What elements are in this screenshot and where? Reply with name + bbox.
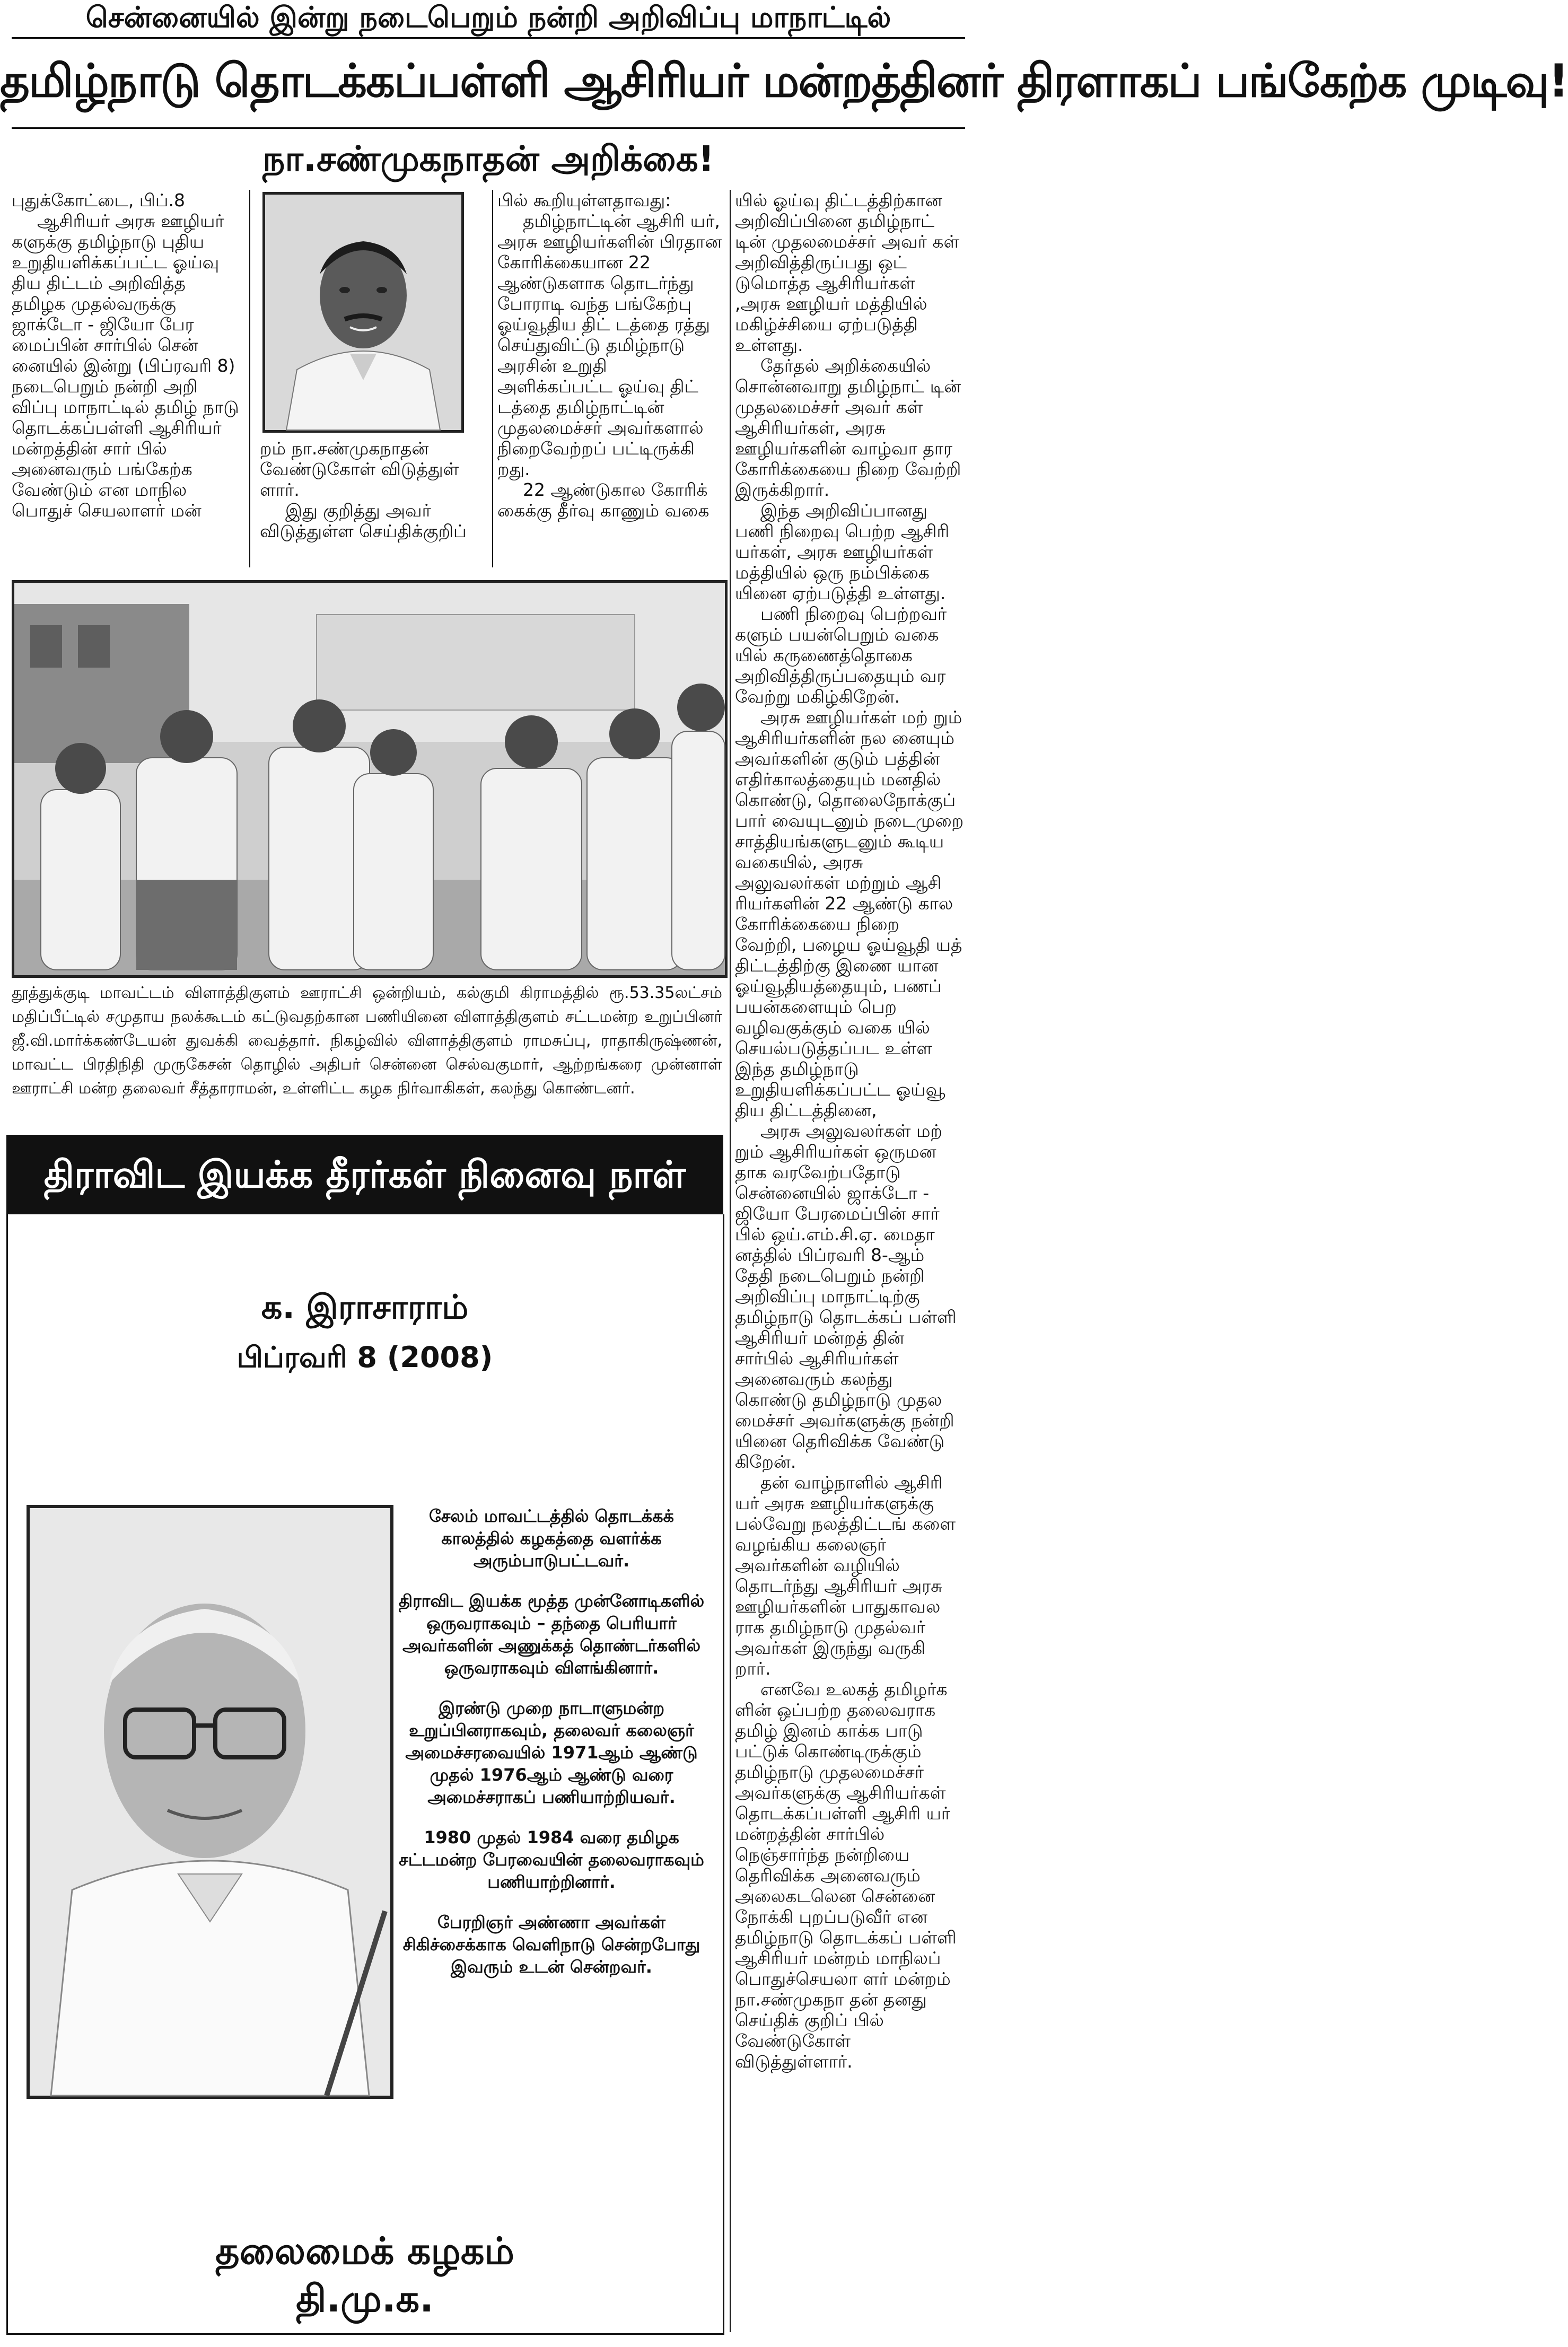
article-paragraph: அரசு அலுவலர்கள் மற் றும் ஆசிரியர்கள் ஒருமன தாக வரவேற்பதோடு சென்னையில் ஜாக்டோ - ஜியோ பேரமைப்பின் சார் பில் ஒய்.எம்.சி.ஏ. மைதா னத்தில் பிப்ரவரி 8-ஆம் தேதி நடைபெறும் நன்றி அறிவிப்பு மாநாட்டிற்கு தமிழ்நாடு தொடக்கப் பள்ளி ஆசிரியர் மன்றத் தின் சார்பில் ஆசிரியர்கள் அனைவரும் கலந்து கொண்டு தமிழ்நாடு முதல மைச்சர் அவர்களுக்கு நன்றி யினை தெரிவிக்க வேண்டு கிறேன். bbox=[735, 1120, 957, 1472]
portrait-photo bbox=[262, 192, 464, 433]
signoff-line-2: தி.மு.க. bbox=[296, 2277, 434, 2320]
article-column-2 bbox=[260, 438, 488, 567]
column-rule bbox=[730, 190, 731, 2332]
article-paragraph: தேர்தல் அறிக்கையில் சொன்னவாறு தமிழ்நாட் டின் முதலமைச்சர் அவர் கள் ஆசிரியர்கள், அரசு ஊழியர்களின் வாழ்வா தார கோரிக்கையை நிறை வேற்றி இருக்கிறார். bbox=[735, 355, 961, 500]
article-paragraph: பில் கூறியுள்ளதாவது: bbox=[497, 190, 671, 211]
bio-paragraph: இரண்டு முறை நாடாளுமன்ற உறுப்பினராகவும், தலைவர் கலைஞர் அமைச்சரவையில் 1971ஆம் ஆண்டு முதல் 1976ஆம் ஆண்டு வரை அமைச்சராகப் பணியாற்றியவர். bbox=[405, 1698, 698, 1807]
memorial-name: க. இராசாராம் bbox=[261, 1288, 469, 1326]
memorial-date: பிப்ரவரி 8 (2008) bbox=[236, 1341, 493, 1374]
article-paragraph: இது குறித்து அவர் விடுத்துள்ள செய்திக்குறிப் bbox=[260, 500, 467, 541]
article-paragraph: தன் வாழ்நாளில் ஆசிரி யர் அரசு ஊழியர்களுக்கு பல்வேறு நலத்திட்டங் களை வழங்கிய கலைஞர் அவர்களின் வழியில் தொடர்ந்து ஆசிரியர் அரசு ஊழியர்களின் பாதுகாவல ராக தமிழ்நாடு முதல்வர் அவர்கள் இருந்து வருகி றார். bbox=[735, 1472, 956, 1679]
kicker-headline: சென்னையில் இன்று நடைபெறும் நன்றி அறிவிப்பு மாநாட்டில் bbox=[85, 1, 891, 34]
subheadline: நா.சண்முகநாதன் அறிக்கை! bbox=[262, 138, 714, 179]
memorial-biography bbox=[392, 1505, 711, 2099]
memorial-portrait bbox=[27, 1505, 393, 2099]
news-photo bbox=[12, 580, 728, 978]
article-paragraph: இந்த அறிவிப்பானது பணி நிறைவு பெற்ற ஆசிரி யர்கள், அரசு ஊழியர்கள் மத்தியில் ஒரு நம்பிக்கை யினை ஏற்படுத்தி உள்ளது. bbox=[735, 500, 950, 603]
article-column-3 bbox=[497, 190, 725, 567]
dateline: புதுக்கோட்டை, பிப்.8 bbox=[12, 190, 185, 211]
column-rule bbox=[249, 190, 250, 567]
bio-paragraph: திராவிட இயக்க மூத்த முன்னோடிகளில் ஒருவராகவும் – தந்தை பெரியார் அவர்களின் அணுக்கத் தொண்டர்களில் ஒருவராகவும் விளங்கினார். bbox=[398, 1591, 705, 1678]
article-paragraph: ஆசிரியர் அரசு ஊழியர் களுக்கு தமிழ்நாடு புதிய உறுதியளிக்கப்பட்ட ஓய்வு திய திட்டம் அறிவித்த தமிழக முதல்வருக்கு ஜாக்டோ - ஜியோ பேர மைப்பின் சார்பில் சென் னையில் இன்று (பிப்ரவரி 8) நடைபெறும் நன்றி அறி விப்பு மாநாட்டில் தமிழ் நாடு தொடக்கப்பள்ளி ஆசிரியர் மன்றத்தின் சார் பில் அனைவரும் பங்கேற்க வேண்டும் என மாநில பொதுச் செயலாளர் மன் bbox=[12, 211, 239, 521]
article-column-1 bbox=[12, 190, 245, 567]
article-paragraph: அரசு ஊழியர்கள் மற் றும் ஆசிரியர்களின் நல னையும் அவர்களின் குடும் பத்தின் எதிர்காலத்தையும் மனதில் கொண்டு, தொலைநோக்குப் பார் வையுடனும் நடைமுறை சாத்தியங்களுடனும் கூடிய வகையில், அரசு அலுவலர்கள் மற்றும் ஆசி ரியர்களின் 22 ஆண்டு கால கோரிக்கையை நிறை வேற்றி, பழைய ஓய்வூதி யத் திட்டத்திற்கு இணை யான ஓய்வூதியத்தையும், பணப் பயன்களையும் பெற வழிவகுக்கும் வகை யில் செயல்படுத்தப்பட உள்ள இந்த தமிழ்நாடு உறுதியளிக்கப்பட்ட ஓய்வூ திய திட்டத்தினை, bbox=[735, 707, 964, 1120]
main-headline: தமிழ்நாடு தொடக்கப்பள்ளி ஆசிரியர் மன்றத்தினர் திரளாகப் பங்கேற்க முடிவு! bbox=[0, 55, 1568, 108]
bio-paragraph: 1980 முதல் 1984 வரை தமிழக சட்டமன்ற பேரவையின் தலைவராகவும் பணியாற்றினார். bbox=[399, 1827, 704, 1892]
headline-divider bbox=[12, 127, 965, 129]
kicker-divider bbox=[12, 37, 965, 39]
news-photo-image bbox=[14, 583, 725, 975]
article-paragraph: பணி நிறைவு பெற்றவர் களும் பயன்பெறும் வகை யில் கருணைத்தொகை அறிவித்திருப்பதையும் வர வேற்று மகிழ்கிறேன். bbox=[735, 603, 947, 707]
memorial-portrait-image bbox=[30, 1508, 390, 2096]
article-paragraph: யில் ஓய்வு திட்டத்திற்கான அறிவிப்பினை தமிழ்நாட் டின் முதலமைச்சர் அவர் கள் அறிவித்திருப்பது ஒட் டுமொத்த ஆசிரியர்கள் ,அரசு ஊழியர் மத்தியில் மகிழ்ச்சியை ஏற்படுத்தி உள்ளது. bbox=[735, 190, 960, 355]
article-paragraph: தமிழ்நாட்டின் ஆசிரி யர், அரசு ஊழியர்களின் பிரதான கோரிக்கையான 22 ஆண்டுகளாக தொடர்ந்து போராடி வந்த பங்கேற்பு ஓய்வூதிய திட் டத்தை ரத்து செய்துவிட்டு தமிழ்நாடு அரசின் உறுதி அளிக்கப்பட்ட ஓய்வு திட் டத்தை தமிழ்நாட்டின் முதலமைச்சர் அவர்களால் நிறைவேற்றப் பட்டிருக்கி றது. bbox=[497, 211, 722, 479]
bio-paragraph: சேலம் மாவட்டத்தில் தொடக்கக் காலத்தில் கழகத்தை வளர்க்க அரும்பாடுபட்டவர். bbox=[428, 1506, 674, 1571]
article-paragraph: றம் நா.சண்முகநாதன் வேண்டுகோள் விடுத்துள் ளார். bbox=[260, 438, 459, 500]
article-paragraph: எனவே உலகத் தமிழர்க ளின் ஒப்பற்ற தலைவராக தமிழ் இனம் காக்க பாடு பட்டுக் கொண்டிருக்கும் தமிழ்நாடு முதலமைச்சர் அவர்களுக்கு ஆசிரியர்கள் தொடக்கப்பள்ளி ஆசிரி யர் மன்றத்தின் சார்பில் நெஞ்சார்ந்த நன்றியை தெரிவிக்க அனைவரும் அலைகடலென சென்னை நோக்கி புறப்படுவீர் என தமிழ்நாடு தொடக்கப் பள்ளி ஆசிரியர் மன்றம் மாநிலப் பொதுச்செயலா ளர் மன்றம் நா.சண்முகநா தன் தனது செய்திக் குறிப் பில் வேண்டுகோள் விடுத்துள்ளார். bbox=[735, 1679, 957, 2072]
portrait-image bbox=[265, 195, 461, 430]
photo-caption: தூத்துக்குடி மாவட்டம் விளாத்திகுளம் ஊராட்சி ஒன்றியம், கல்குமி கிராமத்தில் ரூ.53.35லட்சம் மதிப்பீட்டில் சமுதாய நலக்கூடம் கட்டுவதற்கான பணியினை விளாத்திகுளம் சட்டமன்ற உறுப்பினர் ஜீ.வி.மார்க்கண்டேயன் துவக்கி வைத்தார். நிகழ்வில் விளாத்திகுளம் ராமசுப்பு, ராதாகிருஷ்ணன், மாவட்ட பிரதிநிதி முருகேசன் தொழில் அதிபர் சென்னை செல்வகுமார், ஆற்றங்கரை முன்னாள் ஊராட்சி மன்ற தலைவர் சீத்தாராமன், உள்ளிட்ட கழக நிர்வாகிகள், கலந்து கொண்டனர். bbox=[12, 984, 722, 1098]
signoff-line-1: தலைமைக் கழகம் bbox=[215, 2229, 514, 2273]
article-column-4 bbox=[735, 190, 966, 2337]
article-paragraph: 22 ஆண்டுகால கோரிக் கைக்கு தீர்வு காணும் வகை bbox=[497, 479, 709, 521]
memorial-header: திராவிட இயக்க தீரர்கள் நினைவு நாள் bbox=[6, 1135, 723, 1214]
column-rule bbox=[492, 190, 493, 567]
bio-paragraph: பேரறிஞர் அண்ணா அவர்கள் சிகிச்சைக்காக வெளிநாடு சென்றபோது இவரும் உடன் சென்றவர். bbox=[402, 1912, 700, 1977]
